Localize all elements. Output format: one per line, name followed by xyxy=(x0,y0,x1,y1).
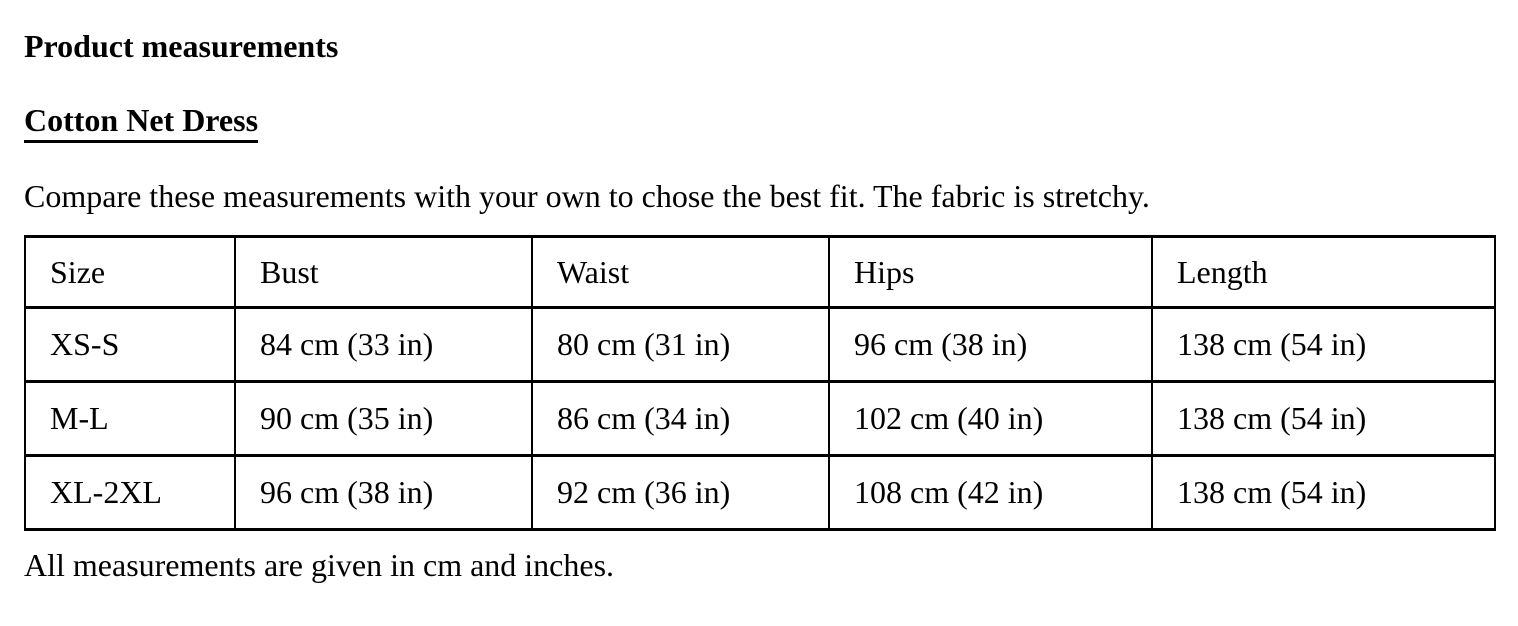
cell-length: 138 cm (54 in) xyxy=(1152,456,1495,530)
cell-size: XL-2XL xyxy=(25,456,235,530)
table-row xyxy=(25,382,1495,456)
cell-hips: 102 cm (40 in) xyxy=(829,382,1152,456)
cell-waist: 92 cm (36 in) xyxy=(532,456,829,530)
cell-waist: 80 cm (31 in) xyxy=(532,308,829,382)
cell-size: XS-S xyxy=(25,308,235,382)
column-header-size: Size xyxy=(25,237,235,308)
product-name-heading xyxy=(24,102,1494,143)
cell-length: 138 cm (54 in) xyxy=(1152,382,1495,456)
cell-length: 138 cm (54 in) xyxy=(1152,308,1495,382)
cell-size: M-L xyxy=(25,382,235,456)
cell-hips: 96 cm (38 in) xyxy=(829,308,1152,382)
column-header-hips: Hips xyxy=(829,237,1152,308)
table-row xyxy=(25,308,1495,382)
cell-bust: 90 cm (35 in) xyxy=(235,382,532,456)
cell-waist: 86 cm (34 in) xyxy=(532,382,829,456)
measurements-table xyxy=(24,235,1496,531)
column-header-waist: Waist xyxy=(532,237,829,308)
column-header-bust: Bust xyxy=(235,237,532,308)
measurements-note: All measurements are given in cm and inches. xyxy=(24,547,615,583)
table-row xyxy=(25,456,1495,530)
page-title: Product measurements xyxy=(24,28,339,64)
cell-hips: 108 cm (42 in) xyxy=(829,456,1152,530)
cell-bust: 84 cm (33 in) xyxy=(235,308,532,382)
cell-bust: 96 cm (38 in) xyxy=(235,456,532,530)
product-name-underlined-text: Cotton Net Dress xyxy=(24,102,258,143)
intro-paragraph: Compare these measurements with your own to chose the best fit. The fabric is stretchy. xyxy=(24,178,1150,214)
column-header-length: Length xyxy=(1152,237,1495,308)
table-header-row xyxy=(25,237,1495,308)
